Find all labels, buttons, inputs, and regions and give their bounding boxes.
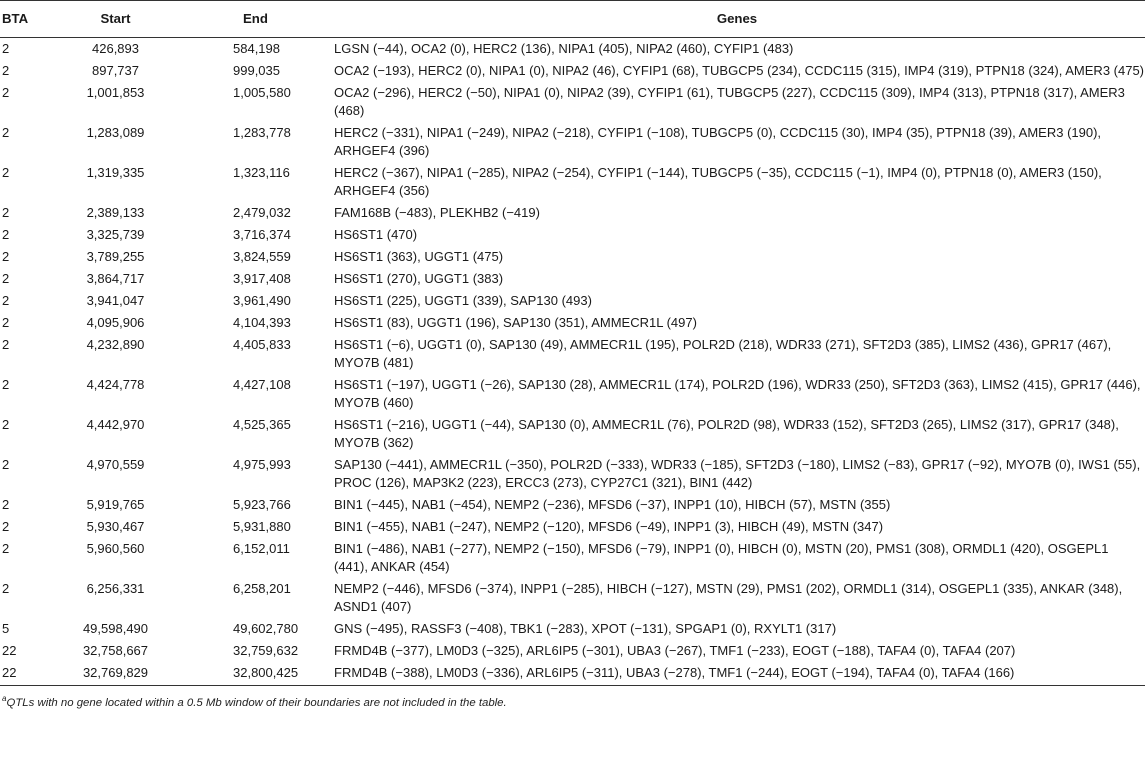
cell-genes: HS6ST1 (363), UGGT1 (475) (334, 249, 504, 264)
table-row (0, 312, 1145, 334)
cell-genes: BIN1 (−486), NAB1 (−277), NEMP2 (−150), MFSD6 (−79), INPP1 (0), HIBCH (0), MSTN (20), PMS1 (308), ORMDL1 (420), OSGEPL1 (441), ANKAR (454) (334, 541, 1109, 574)
cell-bta: 2 (2, 457, 10, 472)
cell-end: 4,427,108 (233, 377, 291, 392)
cell-bta: 2 (2, 581, 10, 596)
cell-bta: 2 (2, 337, 10, 352)
cell-end: 6,258,201 (233, 581, 291, 596)
table-row (0, 38, 1145, 61)
cell-start: 4,442,970 (86, 417, 145, 432)
cell-bta: 2 (2, 377, 10, 392)
cell-start: 4,232,890 (86, 337, 145, 352)
cell-start: 49,598,490 (82, 621, 149, 636)
cell-start: 32,769,829 (62, 662, 169, 686)
cell-genes: HS6ST1 (83), UGGT1 (196), SAP130 (351), AMMECR1L (497) (334, 315, 697, 330)
cell-end: 32,800,425 (169, 662, 329, 686)
cell-start: 4,095,906 (86, 315, 145, 330)
header-row (0, 1, 1145, 38)
table-row (0, 334, 1145, 374)
table-row (0, 414, 1145, 454)
table-row (0, 662, 1145, 686)
cell-genes: NEMP2 (−446), MFSD6 (−374), INPP1 (−285), HIBCH (−127), MSTN (29), PMS1 (202), ORMDL1 (314), OSGEPL1 (335), ANKAR (348), ASND1 (407) (334, 581, 1123, 614)
cell-bta: 2 (2, 417, 10, 432)
cell-end: 4,975,993 (233, 457, 291, 472)
cell-bta: 2 (2, 249, 10, 264)
table-row (0, 618, 1145, 640)
table-row (0, 516, 1145, 538)
table-row (0, 246, 1145, 268)
table-row (0, 578, 1145, 618)
cell-genes: HS6ST1 (470) (334, 227, 418, 242)
cell-genes: BIN1 (−455), NAB1 (−247), NEMP2 (−120), MFSD6 (−49), INPP1 (3), HIBCH (49), MSTN (347) (334, 519, 884, 534)
cell-genes: OCA2 (−296), HERC2 (−50), NIPA1 (0), NIPA2 (39), CYFIP1 (61), TUBGCP5 (227), CCDC115 (309), IMP4 (313), PTPN18 (317), AMER3 (468) (334, 85, 1125, 118)
cell-bta: 2 (2, 205, 10, 220)
cell-bta: 22 (0, 662, 62, 686)
cell-end: 3,824,559 (233, 249, 291, 264)
cell-start: 897,737 (92, 63, 139, 78)
cell-end: 3,716,374 (233, 227, 291, 242)
cell-genes: FRMD4B (−377), LM0D3 (−325), ARL6IP5 (−301), UBA3 (−267), TMF1 (−233), EOGT (−188), TAFA4 (0), TAFA4 (207) (334, 643, 1016, 658)
cell-bta: 2 (2, 227, 10, 242)
table-body (0, 38, 1145, 686)
table-row (0, 60, 1145, 82)
table-row (0, 290, 1145, 312)
cell-bta: 22 (2, 643, 17, 658)
cell-end: 1,323,116 (233, 165, 290, 180)
cell-bta: 2 (2, 293, 10, 308)
cell-bta: 2 (2, 271, 10, 286)
cell-bta: 2 (2, 125, 10, 140)
cell-end: 4,525,365 (233, 417, 291, 432)
cell-start: 2,389,133 (86, 205, 145, 220)
header-genes: Genes (329, 1, 1145, 38)
cell-end: 4,405,833 (233, 337, 291, 352)
cell-end: 1,283,778 (233, 125, 291, 140)
cell-start: 1,283,089 (86, 125, 145, 140)
cell-genes: FRMD4B (−388), LM0D3 (−336), ARL6IP5 (−311), UBA3 (−278), TMF1 (−244), EOGT (−194), TAFA4 (0), TAFA4 (166) (329, 662, 1145, 686)
cell-start: 1,001,853 (86, 85, 145, 100)
cell-start: 5,960,560 (86, 541, 145, 556)
cell-genes: FAM168B (−483), PLEKHB2 (−419) (334, 205, 540, 220)
cell-start: 4,424,778 (86, 377, 145, 392)
cell-end: 4,104,393 (233, 315, 291, 330)
cell-end: 5,931,880 (233, 519, 291, 534)
footnote-text: QTLs with no gene located within a 0.5 Mb window of their boundaries are not included in the table. (6, 696, 507, 709)
cell-genes: BIN1 (−445), NAB1 (−454), NEMP2 (−236), MFSD6 (−37), INPP1 (10), HIBCH (57), MSTN (355) (334, 497, 891, 512)
cell-start: 4,970,559 (86, 457, 145, 472)
cell-bta: 2 (2, 165, 10, 180)
cell-end: 999,035 (233, 63, 280, 78)
cell-genes: HERC2 (−331), NIPA1 (−249), NIPA2 (−218), CYFIP1 (−108), TUBGCP5 (0), CCDC115 (30), IMP4 (35), PTPN18 (39), AMER3 (190), ARHGEF4 (396) (334, 125, 1102, 158)
table-row (0, 494, 1145, 516)
table-row (0, 162, 1145, 202)
cell-bta: 2 (2, 85, 10, 100)
cell-genes: HS6ST1 (−197), UGGT1 (−26), SAP130 (28), AMMECR1L (174), POLR2D (196), WDR33 (250), SFT2D3 (363), LIMS2 (415), GPR17 (446), MYO7B (460) (334, 377, 1141, 410)
cell-end: 5,923,766 (233, 497, 291, 512)
cell-bta: 5 (2, 621, 10, 636)
cell-end: 2,479,032 (233, 205, 291, 220)
cell-genes: OCA2 (−193), HERC2 (0), NIPA1 (0), NIPA2 (46), CYFIP1 (68), TUBGCP5 (234), CCDC115 (315), IMP4 (319), PTPN18 (324), AMER3 (475) (334, 63, 1145, 78)
footnote-marker: a (2, 694, 7, 703)
cell-genes: HS6ST1 (−216), UGGT1 (−44), SAP130 (0), AMMECR1L (76), POLR2D (98), WDR33 (152), SFT2D3 (265), LIMS2 (317), GPR17 (348), MYO7B (362) (334, 417, 1119, 450)
table-row (0, 224, 1145, 246)
cell-end: 1,005,580 (233, 85, 291, 100)
header-end: End (169, 1, 329, 38)
table-row (0, 82, 1145, 122)
cell-start: 3,789,255 (86, 249, 145, 264)
cell-end: 3,961,490 (233, 293, 291, 308)
cell-genes: SAP130 (−441), AMMECR1L (−350), POLR2D (−333), WDR33 (−185), SFT2D3 (−180), LIMS2 (−83), GPR17 (−92), MYO7B (0), IWS1 (55), PROC (126), MAP3K2 (223), ERCC3 (273), CYP27C1 (321), BIN1 (442) (334, 457, 1141, 490)
cell-end: 3,917,408 (233, 271, 291, 286)
header-start: Start (62, 1, 169, 38)
cell-genes: HERC2 (−367), NIPA1 (−285), NIPA2 (−254), CYFIP1 (−144), TUBGCP5 (−35), CCDC115 (−1), IMP4 (0), PTPN18 (0), AMER3 (150), ARHGEF4 (356) (334, 165, 1102, 198)
cell-bta: 2 (2, 315, 10, 330)
cell-start: 3,325,739 (86, 227, 145, 242)
cell-bta: 2 (2, 41, 10, 56)
table-row (0, 640, 1145, 662)
cell-genes: HS6ST1 (270), UGGT1 (383) (334, 271, 504, 286)
cell-start: 3,941,047 (86, 293, 145, 308)
cell-end: 32,759,632 (233, 643, 299, 658)
cell-genes: LGSN (−44), OCA2 (0), HERC2 (136), NIPA1 (405), NIPA2 (460), CYFIP1 (483) (334, 41, 794, 56)
cell-bta: 2 (2, 497, 10, 512)
cell-end: 49,602,780 (233, 621, 299, 636)
cell-genes: GNS (−495), RASSF3 (−408), TBK1 (−283), XPOT (−131), SPGAP1 (0), RXYLT1 (317) (334, 621, 837, 636)
cell-bta: 2 (2, 63, 10, 78)
table-footnote (0, 694, 1145, 709)
cell-genes: HS6ST1 (−6), UGGT1 (0), SAP130 (49), AMMECR1L (195), POLR2D (218), WDR33 (271), SFT2D3 (385), LIMS2 (436), GPR17 (467), MYO7B (481) (334, 337, 1112, 370)
table-row (0, 538, 1145, 578)
cell-start: 6,256,331 (86, 581, 145, 596)
table-row (0, 268, 1145, 290)
table-header (0, 1, 1145, 38)
cell-start: 426,893 (92, 41, 139, 56)
cell-start: 32,758,667 (82, 643, 149, 658)
cell-start: 3,864,717 (86, 271, 145, 286)
table-row (0, 122, 1145, 162)
cell-bta: 2 (2, 541, 10, 556)
cell-start: 1,319,335 (86, 165, 145, 180)
cell-start: 5,930,467 (86, 519, 145, 534)
table-row (0, 454, 1145, 494)
cell-start: 5,919,765 (86, 497, 145, 512)
table-row (0, 374, 1145, 414)
cell-bta: 2 (2, 519, 10, 534)
table-row (0, 202, 1145, 224)
cell-end: 6,152,011 (233, 541, 290, 556)
cell-genes: HS6ST1 (225), UGGT1 (339), SAP130 (493) (334, 293, 592, 308)
header-bta: BTA (0, 1, 62, 38)
cell-end: 584,198 (233, 41, 280, 56)
